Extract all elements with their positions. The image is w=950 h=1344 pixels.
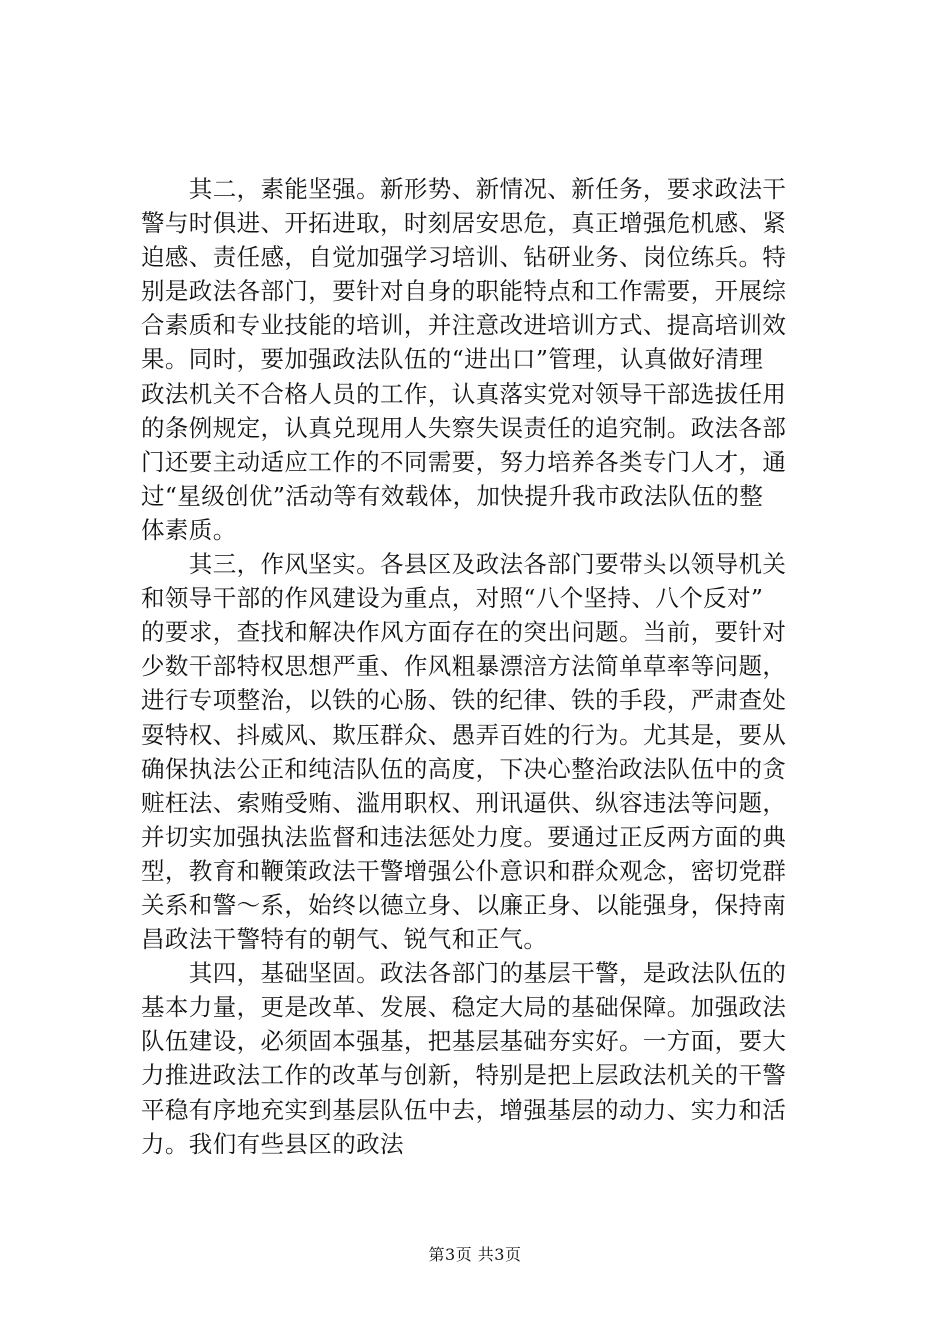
text-line: 平稳有序地充实到基层队伍中去，增强基层的动力、实力和活 bbox=[141, 1095, 787, 1124]
text-line: 其二，素能坚强。新形势、新情况、新任务，要求政法干 bbox=[141, 175, 787, 203]
text-line: 队伍建设，必须固本强基，把基层基础夯实好。一方面，要大 bbox=[141, 1027, 787, 1056]
body-text bbox=[141, 172, 813, 1161]
text-line: 型，教育和鞭策政法干警增强公仆意识和群众观念，密切党群 bbox=[141, 856, 787, 885]
text-line: 力。我们有些县区的政法 bbox=[141, 1129, 404, 1158]
text-line: 别是政法各部门，要针对自身的职能特点和工作需要，开展综 bbox=[141, 277, 787, 306]
text-line: 基本力量，更是改革、发展、稳定大局的基础保障。加强政法 bbox=[141, 993, 787, 1022]
text-line: 门还要主动适应工作的不同需要，努力培养各类专门人才，通 bbox=[141, 447, 787, 476]
text-line: 的要求，查找和解决作风方面存在的突出问题。当前，要针对 bbox=[141, 618, 787, 647]
text-line: 并切实加强执法监督和违法惩处力度。要通过正反两方面的典 bbox=[141, 822, 787, 851]
text-line: 确保执法公正和纯洁队伍的高度，下决心整治政法队伍中的贪 bbox=[141, 754, 787, 783]
page-number-footer: 第3页 共3页 bbox=[428, 1245, 522, 1264]
text-line: 耍特权、抖威风、欺压群众、愚弄百姓的行为。尤其是，要从 bbox=[141, 720, 787, 749]
text-line: 政法机关不合格人员的工作，认真落实党对领导干部选拔任用 bbox=[141, 379, 787, 408]
text-line: 其三，作风坚实。各县区及政法各部门要带头以领导机关 bbox=[141, 550, 787, 579]
text-line: 体素质。 bbox=[141, 515, 237, 544]
text-line: 其四，基础坚固。政法各部门的基层干警，是政法队伍的 bbox=[141, 959, 787, 988]
text-line: 迫感、责任感，自觉加强学习培训、钻研业务、岗位练兵。特 bbox=[141, 243, 787, 272]
text-line: 果。同时，要加强政法队伍的“进出口”管理，认真做好清理 bbox=[141, 345, 764, 374]
text-line: 的条例规定，认真兑现用人失察失误责任的追究制。政法各部 bbox=[141, 413, 787, 442]
text-line: 少数干部特权思想严重、作风粗暴漂涪方法简单草率等问题， bbox=[141, 652, 787, 681]
text-line: 进行专项整治，以铁的心肠、铁的纪律、铁的手段，严肃查处 bbox=[141, 686, 787, 715]
text-line: 昌政法干警特有的朝气、锐气和正气。 bbox=[141, 925, 548, 954]
text-line: 合素质和专业技能的培训，并注意改进培训方式、提高培训效 bbox=[141, 311, 787, 340]
text-line: 关系和警～系，始终以德立身、以廉正身、以能强身，保持南 bbox=[141, 890, 787, 919]
text-line: 和领导干部的作风建设为重点，对照“八个坚持、八个反对” bbox=[141, 584, 764, 613]
text-line: 赃枉法、索贿受贿、滥用职权、刑讯逼供、纵容违法等问题， bbox=[141, 788, 787, 817]
text-line: 力推进政法工作的改革与创新，特别是把上层政法机关的干警 bbox=[141, 1061, 787, 1090]
text-line: 警与时俱进、开拓进取，时刻居安思危，真正增强危机感、紧 bbox=[141, 209, 787, 238]
text-line: 过“星级创优”活动等有效载体，加快提升我市政法队伍的整 bbox=[141, 481, 764, 510]
